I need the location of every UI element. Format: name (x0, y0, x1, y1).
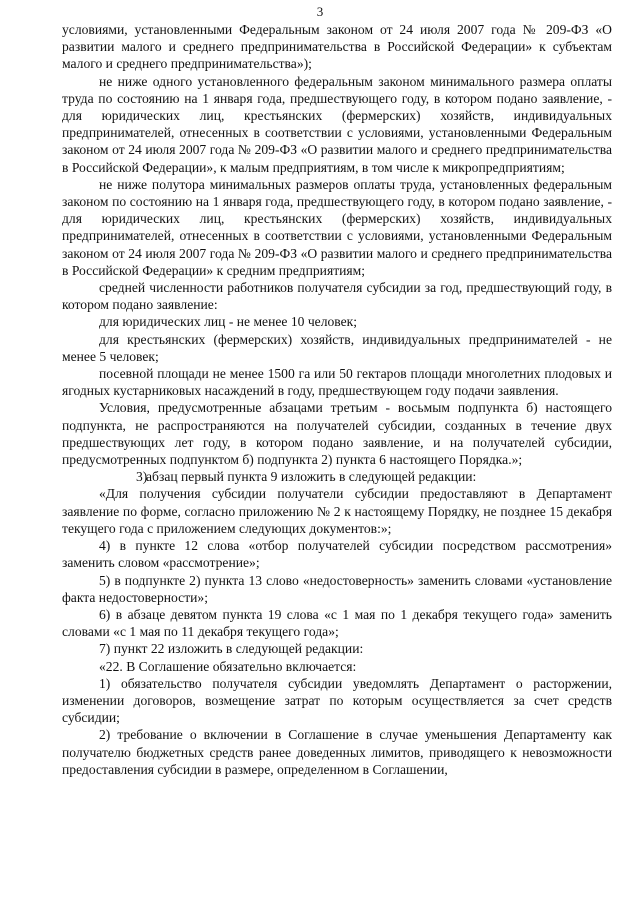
paragraph: 7) пункт 22 изложить в следующей редакции: (99, 641, 364, 657)
paragraph: для крестьянских (фермерских) хозяйств, индивидуальных предпринимателей - не менее 5 человек; (62, 331, 612, 364)
paragraph: не ниже одного установленного федеральным законом минимального размера оплаты труда по состоянию на 1 января года, предшествующего году, в котором подано заявление, - для юридических лиц, крестьянских (фермерских) хозяйств, индивидуальных предпринимателей, отнесенных в соответствии с условиями, установленными Федеральным законом от 24 июля 2007 года № 209-ФЗ «О развитии малого и среднего предпринимательства в Российской Федерации», к малым предприятиям, в том числе к микропредприятиям; (62, 73, 612, 175)
paragraph: 6) в абзаце девятом пункта 19 слова «с 1 мая по 1 декабря текущего года» заменить словами «с 1 мая по 11 декабря текущего года»; (62, 606, 612, 640)
page-number: 3 (316, 4, 324, 19)
document-body (62, 21, 612, 778)
paragraph: «Для получения субсидии получатели субсидии предоставляют в Департамент заявление по форме, согласно приложению № 2 к настоящему Порядку, не позднее 15 декабря текущего года с приложением следующих документов:»; (62, 486, 612, 536)
paragraph: 1) обязательство получателя субсидии уведомлять Департамент о расторжении, изменении договоров, возмещение затрат по которым осуществляется за счет средств субсидии; (62, 675, 612, 726)
paragraph: Условия, предусмотренные абзацами третьим - восьмым подпункта б) настоящего подпункта, не распространяются на получателей субсидии, созданных в течение двух предшествующих лет году, в котором подано заявление, и на получателей субсидии, предусмотренных подпунктом б) подпункта 2) пункта 6 настоящего Порядка.»; (62, 400, 612, 468)
paragraph: 2) требование о включении в Соглашение в случае уменьшения Департаменту как получателю бюджетных средств ранее доведенных лимитов, приводящего к невозможности предоставления субсидии в размере, определенном в Соглашении, (62, 727, 612, 777)
paragraph-text: абзац первый пункта 9 изложить в следующей редакции: (146, 469, 477, 485)
item-number: 3) (136, 469, 148, 485)
numbered-paragraph (62, 468, 612, 485)
paragraph: посевной площади не менее 1500 га или 50 гектаров площади многолетних плодовых и ягодных кустарниковых насаждений в году, предшествующем году подачи заявления. (62, 366, 612, 399)
paragraph: средней численности работников получателя субсидии за год, предшествующий году, в котором подано заявление: (62, 280, 612, 313)
paragraph: для юридических лиц - не менее 10 человек; (99, 314, 358, 330)
paragraph: не ниже полутора минимальных размеров оплаты труда, установленных федеральным законом по состоянию на 1 января года, предшествующего году, в котором подано заявление, - для юридических лиц, крестьянских (фермерских) хозяйств, индивидуальных предпринимателей, отнесенных в соответствии с условиями, установленными Федеральным законом от 24 июля 2007 года № 209-ФЗ «О развитии малого и среднего предпринимательства в Российской Федерации» к средним предприятиям; (62, 176, 612, 278)
paragraph: 4) в пункте 12 слова «отбор получателей субсидии посредством рассмотрения» заменить словом «рассмотрение»; (62, 538, 612, 571)
paragraph: условиями, установленными Федеральным законом от 24 июля 2007 года № 209-ФЗ «О развитии малого и среднего предпринимательства в Российской Федерации» к субъектам малого и среднего предпринимательства»); (62, 22, 612, 72)
paragraph: «22. В Соглашение обязательно включается: (99, 658, 357, 674)
paragraph: 5) в подпункте 2) пункта 13 слово «недостоверность» заменить словами «установление факта недостоверности»; (62, 572, 612, 605)
